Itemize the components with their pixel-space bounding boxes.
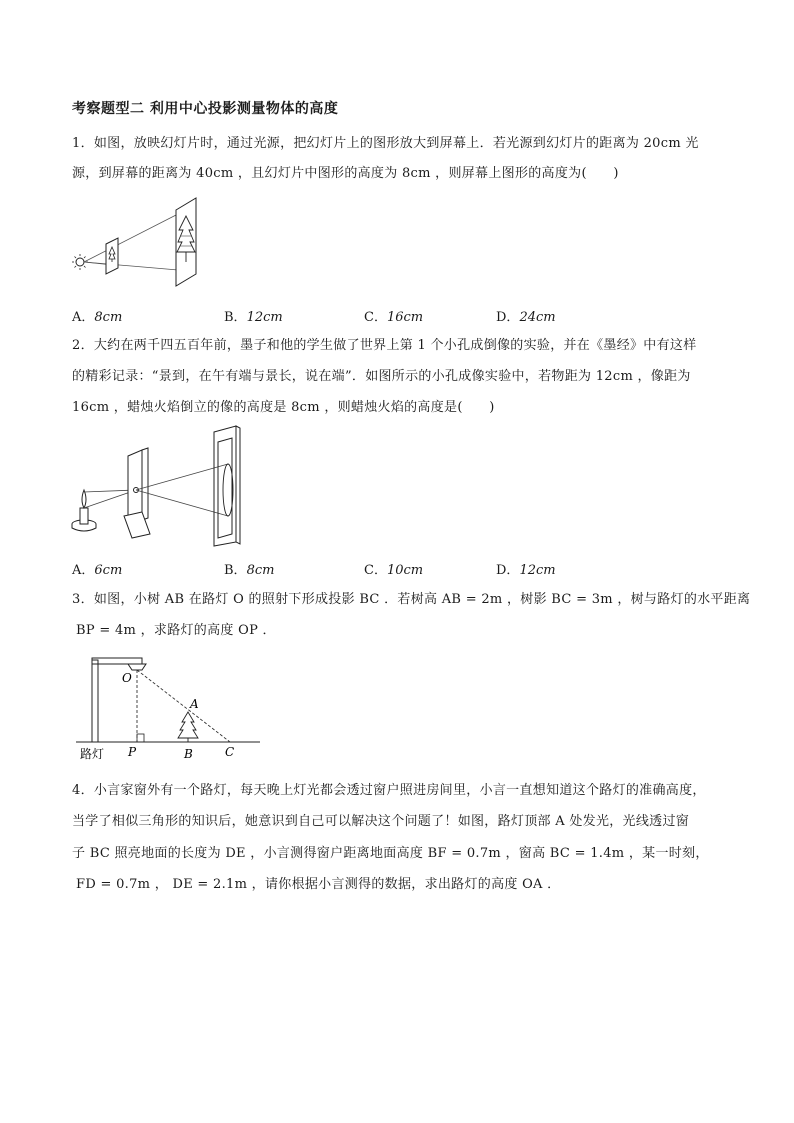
q4-text-line-2: 当学了相似三角形的知识后，她意识到自己可以解决这个问题了！如图，路灯顶部 A 处发光，光线透过窗	[72, 814, 690, 829]
q2-option-b[interactable]	[224, 559, 274, 578]
candle-icon	[72, 490, 96, 531]
option-letter: D．	[496, 310, 520, 325]
q2-options	[72, 559, 732, 578]
section-title: 考察题型二 利用中心投影测量物体的高度	[72, 101, 339, 117]
q1-projector-figure	[68, 192, 228, 287]
option-value: 10cm	[386, 563, 424, 578]
option-value: 8cm	[246, 563, 275, 578]
q3-text-line-2: BP = 4m ，求路灯的高度 OP ．	[76, 623, 276, 638]
label-A: A	[190, 697, 199, 711]
option-letter: D．	[496, 563, 520, 578]
q1-option-c[interactable]	[364, 306, 423, 325]
q3-streetlight-figure	[70, 652, 270, 767]
q1-option-d[interactable]	[496, 306, 556, 325]
option-value: 12cm	[246, 310, 283, 325]
option-value: 6cm	[94, 563, 123, 578]
option-value: 24cm	[519, 310, 556, 325]
label-O: O	[122, 671, 132, 685]
q4-text-line-1: 4．小言家窗外有一个路灯，每天晚上灯光都会透过窗户照进房间里，小言一直想知道这个路灯的准确高度，	[72, 783, 706, 798]
option-value: 16cm	[386, 310, 424, 325]
label-B: B	[184, 747, 193, 761]
option-value: 12cm	[519, 563, 556, 578]
option-letter: B．	[224, 310, 247, 325]
q2-option-c[interactable]	[364, 559, 423, 578]
q1-text-line-1: 1．如图，放映幻灯片时，通过光源，把幻灯片上的图形放大到屏幕上．若光源到幻灯片的距离为 20cm 光	[72, 136, 699, 151]
option-letter: B．	[224, 563, 247, 578]
label-lamp: 路灯	[80, 747, 105, 761]
label-C: C	[225, 745, 235, 759]
q1-text-line-2: 源，到屏幕的距离为 40cm ，且幻灯片中图形的高度为 8cm ，则屏幕上图形的高度为( )	[72, 166, 619, 181]
right-angle-marker	[137, 734, 144, 742]
q4-text-line-4: FD = 0.7m ， DE = 2.1m ，请你根据小言测得的数据，求出路灯的高度 OA ．	[76, 877, 561, 892]
q2-option-d[interactable]	[496, 559, 556, 578]
q4-text-line-3: 子 BC 照亮地面的长度为 DE ，小言测得窗户距离地面高度 BF = 0.7m ，窗高 BC = 1.4m ，某一时刻，	[72, 846, 709, 861]
option-letter: C．	[364, 310, 387, 325]
q2-text-line-3: 16cm ，蜡烛火焰倒立的像的高度是 8cm ，则蜡烛火焰的高度是( )	[72, 400, 495, 415]
slide-panel	[106, 238, 118, 274]
q2-pinhole-figure	[68, 424, 258, 549]
q1-options	[72, 306, 732, 325]
option-letter: A．	[72, 310, 95, 325]
option-letter: A．	[72, 563, 95, 578]
option-letter: C．	[364, 563, 387, 578]
q1-option-b[interactable]	[224, 306, 283, 325]
label-P: P	[128, 745, 137, 759]
image-screen	[214, 426, 240, 546]
q3-text-line-1: 3．如图，小树 AB 在路灯 O 的照射下形成投影 BC ．若树高 AB = 2m ，树影 BC = 3m ，树与路灯的水平距离	[72, 592, 751, 607]
q2-option-a[interactable]	[72, 559, 122, 578]
q2-text-line-2: 的精彩记录：“景到，在午有端与景长，说在端”．如图所示的小孔成像实验中，若物距为 12cm ，像距为	[72, 369, 691, 384]
q1-option-a[interactable]	[72, 306, 122, 325]
option-value: 8cm	[94, 310, 123, 325]
q2-text-line-1: 2．大约在两千四五百年前，墨子和他的学生做了世界上第 1 个小孔成倒像的实验，并在《墨经》中有这样	[72, 338, 697, 353]
tree-icon	[178, 712, 198, 742]
